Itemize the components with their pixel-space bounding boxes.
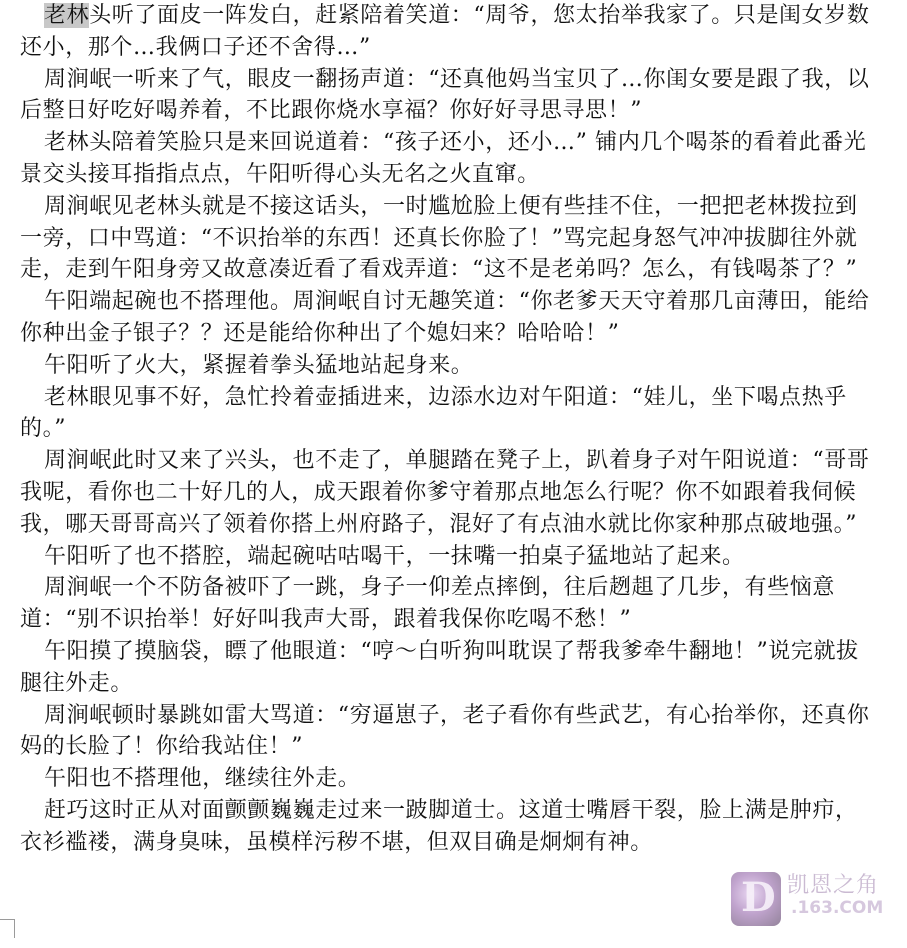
- paragraph: 周涧岷一听来了气，眼皮一翻扬声道：“还真他妈当宝贝了…你闺女要是跟了我，以后整日好吃好喝养着，不比跟你烧水享福？你好好寻思寻思！”: [20, 66, 870, 124]
- watermark: [725, 868, 885, 930]
- paragraph: 午阳听了火大，紧握着拳头猛地站起身来。: [44, 352, 474, 378]
- paragraph: 午阳摸了摸脑袋，瞟了他眼道：“哼～白听狗叫耽误了帮我爹牵牛翻地！”说完就拔腿往外走。: [20, 638, 859, 696]
- paragraph: 周涧岷此时又来了兴头，也不走了，单腿踏在凳子上，趴着身子对午阳说道：“哥哥我呢，看你也二十好几的人，成天跟着你爹守着那点地怎么行呢？你不如跟着我伺候我，哪天哥哥高兴了领着你搭上州府路子，混好了有点油水就比你家种那点破地强。”: [20, 448, 870, 537]
- paragraph: 周涧岷见老林头就是不接这话头，一时尴尬脸上便有些挂不住，一把把老林拨拉到一旁，口中骂道：“不识抬举的东西！还真长你脸了！”骂完起身怒气冲冲拔脚往外就走，走到午阳身旁又故意凑近看了看戏弄道：“这不是老弟吗？怎么，有钱喝茶了？”: [20, 193, 858, 283]
- paragraph-text: 头听了面皮一阵发白，赶紧陪着笑道：“周爷，您太抬举我家了。只是闺女岁数还小，那个…我俩口子还不舍得…”: [20, 3, 870, 60]
- paragraph: [20, 0, 870, 64]
- watermark-logo-letter: D: [741, 874, 776, 921]
- paragraph: 赶巧这时正从对面颤颤巍巍走过来一跛脚道士。这道士嘴唇干裂，脸上满是肿疖，衣衫褴褛，满身臭味，虽模样污秽不堪，但双目确是炯炯有神。: [20, 797, 858, 855]
- watermark-en-text: .163.COM: [791, 898, 884, 918]
- paragraph: 周涧岷顿时暴跳如雷大骂道：“穷逼崽子，老子看你有些武艺，有心抬举你，还真你妈的长脸了！你给我站住！”: [20, 702, 870, 760]
- watermark-logo-icon: [731, 872, 781, 926]
- paragraph: 周涧岷一个不防备被吓了一跳，身子一仰差点摔倒，往后趔趄了几步，有些恼意道：“别不识抬举！好好叫我声大哥，跟着我保你吃喝不愁！”: [20, 575, 836, 633]
- paragraph: 老林眼见事不好，急忙拎着壶插进来，边添水边对午阳道：“娃儿，坐下喝点热乎的。”: [20, 384, 847, 442]
- document-text: [20, 0, 870, 859]
- page-corner-mark: [0, 919, 15, 938]
- paragraph: 午阳听了也不搭腔，端起碗咕咕喝干，一抹嘴一拍桌子猛地站了起来。: [44, 543, 745, 569]
- selected-text[interactable]: 老林: [44, 3, 90, 28]
- paragraph: 老林头陪着笑脸只是来回说道着：“孩子还小，还小…” 铺内几个喝茶的看着此番光景交头接耳指指点点，午阳听得心头无名之火直窜。: [20, 130, 867, 187]
- watermark-cn-text: 凯恩之角: [787, 873, 880, 898]
- paragraph: 午阳端起碗也不搭理他。周涧岷自讨无趣笑道：“你老爹天天守着那几亩薄田，能给你种出金子银子？？还是能给你种出了个媳妇来？哈哈哈！”: [20, 289, 870, 346]
- paragraph: 午阳也不搭理他，继续往外走。: [44, 766, 361, 792]
